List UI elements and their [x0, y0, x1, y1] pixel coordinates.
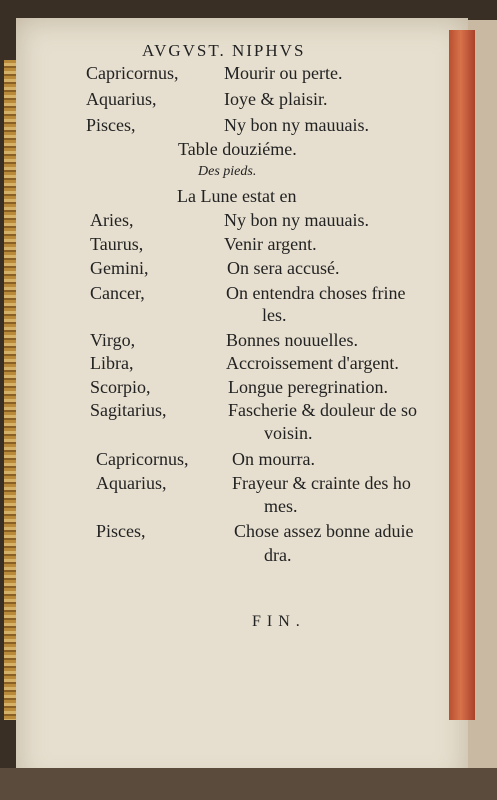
sign-meaning-continuation: voisin. [264, 423, 313, 443]
sign-meaning: Mourir ou perte. [224, 63, 343, 83]
sign-label: Cancer, [90, 283, 145, 303]
table-title: Table douziéme. [178, 139, 297, 159]
table-subtitle: Des pieds. [198, 164, 257, 179]
sign-meaning: On mourra. [232, 449, 315, 469]
sign-label: Libra, [90, 353, 134, 373]
sign-label: Aquarius, [86, 89, 157, 109]
sign-label: Capricornus, [96, 449, 189, 469]
sign-meaning: On entendra choses frine [226, 283, 406, 303]
sign-label: Taurus, [90, 234, 144, 254]
sign-meaning: Longue peregrination. [228, 377, 388, 397]
sign-label: Pisces, [96, 521, 146, 541]
sign-label: Sagitarius, [90, 400, 167, 420]
sign-meaning-continuation: les. [262, 305, 287, 325]
running-header: AVGVST. NIPHVS [142, 41, 306, 60]
sign-label: Capricornus, [86, 63, 179, 83]
sign-label: Scorpio, [90, 377, 151, 397]
sign-meaning-continuation: dra. [264, 545, 292, 565]
sign-meaning: Ioye & plaisir. [224, 89, 328, 109]
sign-label: Virgo, [90, 330, 136, 350]
sign-meaning-continuation: mes. [264, 496, 298, 516]
sign-meaning: Venir argent. [224, 234, 317, 254]
sign-meaning: Ny bon ny mauuais. [224, 210, 369, 230]
sign-meaning: Accroissement d'argent. [226, 353, 399, 373]
moon-caption: La Lune estat en [177, 186, 297, 206]
sign-meaning: Fascherie & douleur de so [228, 400, 417, 420]
sign-meaning: Chose assez bonne aduie [234, 521, 414, 541]
sign-label: Gemini, [90, 258, 149, 278]
sign-meaning: On sera accusé. [227, 258, 340, 278]
ribbon-bookmark [449, 30, 475, 720]
fin-mark: FIN. [252, 613, 306, 630]
sign-label: Aries, [90, 210, 134, 230]
sign-meaning: Ny bon ny mauuais. [224, 115, 369, 135]
sign-meaning: Frayeur & crainte des ho [232, 473, 411, 493]
book-board [0, 768, 497, 800]
sign-label: Pisces, [86, 115, 136, 135]
sign-meaning: Bonnes nouuelles. [226, 330, 358, 350]
sign-label: Aquarius, [96, 473, 167, 493]
